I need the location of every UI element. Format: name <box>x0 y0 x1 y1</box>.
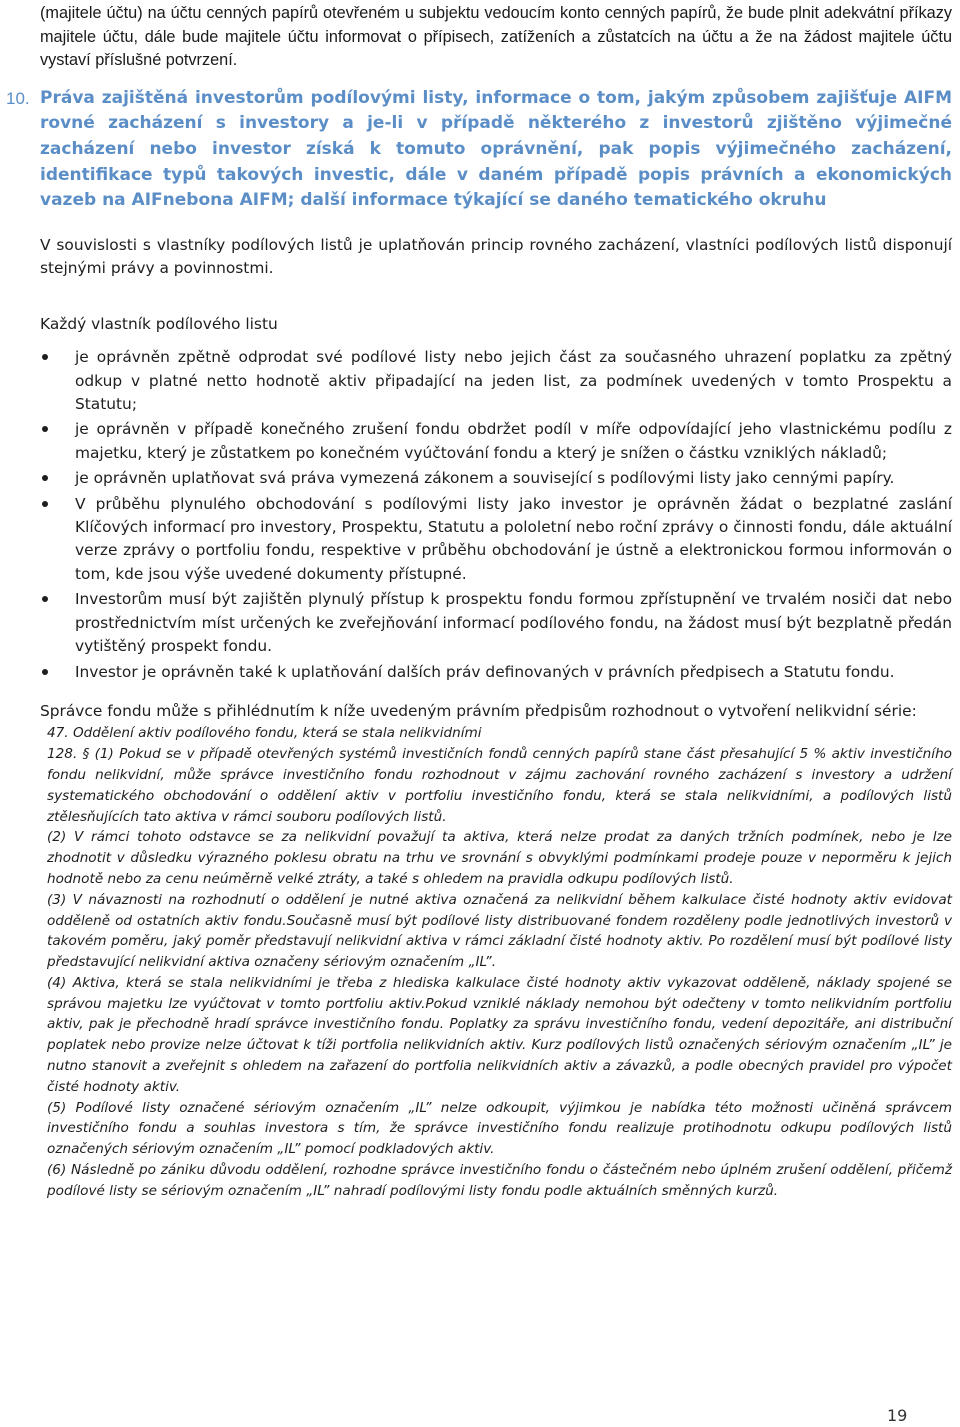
spacer <box>40 214 952 234</box>
spacer <box>40 281 952 313</box>
list-item: je oprávněn v případě konečného zrušení fondu obdržet podíl v míře odpovídající jeho vlastnickému podílu z majetku, který je zůstatkem po konečném vyúčtování fondu a který je snížen o částku vzniklých nákladů; <box>40 418 952 465</box>
law-title: 47. Oddělení aktiv podílového fondu, která se stala nelikvidními <box>47 725 482 742</box>
list-item: je oprávněn zpětně odprodat své podílové listy nebo jejich část za současného uhrazení poplatku za zpětný odkup v platné netto hodnotě aktiv připadající na jeden list, za podmínek uvedených v tomto Prospektu a Statutu; <box>40 346 952 416</box>
law-excerpt <box>40 723 952 1201</box>
list-item: Investorům musí být zajištěn plynulý přístup k prospektu fondu formou zpřístupnění ve trvalém nosiči dat nebo prostřednictvím míst určených ke zveřejňování informací podílového fondu, na žádost musí být bezplatně předán vytištěný prospekt fondu. <box>40 588 952 658</box>
section-heading <box>6 86 952 215</box>
law-paragraph: (4) Aktiva, která se stala nelikvidními je třeba z hlediska kalkulace čisté hodnoty aktiv vykazovat odděleně, náklady spojené se správou majetku lze vyúčtovat v tomto portfoliu aktiv.Pokud vzniklé náklady nemohou být odečteny v tomto nelikvidním portfoliu aktiv, pak je přechodně hradí správce investičního fondu. Poplatky za správu investičního fondu, vedení depozitáře, ani distribuční poplatek nebo provize nelze účtovat k tíži portfolia nelikvidních aktiv. Kurz podílových listů označených sériovým označením „IL” je nutno stanovit a zveřejnit s ohledem na zařazení do portfolia nelikvidních aktiv a závazků, a podle obecných pravidel pro výpočet čisté hodnoty aktiv. <box>47 974 952 1095</box>
section-heading-text: Práva zajištěná investorům podílovými listy, informace o tom, jakým způsobem zajišťuje AIFM rovné zacházení s investory a je-li v případě některého z investorů zjištěno výjimečné zacházení nebo investor získá k tomuto oprávnění, pak popis výjimečného zacházení, identifikace typů takových investic, dále v daném případě popis právních a ekonomických vazeb na AIFnebona AIFM; další informace týkající se daného tematického okruhu <box>40 87 952 211</box>
document-page <box>6 0 952 1202</box>
bullet-icon <box>42 669 48 675</box>
law-paragraph: (6) Následně po zániku důvodu oddělení, rozhodne správce investičního fondu o částečném nebo úplném zrušení oddělení, přičemž podílové listy se sériovým označením „IL” nahradí podílovými listy fondu podle aktuálních směnných kurzů. <box>47 1162 952 1199</box>
list-item: V průběhu plynulého obchodování s podílovými listy jako investor je oprávněn žádat o bezplatné zaslání Klíčových informací pro investory, Prospektu, Statutu a pololetní nebo roční zprávy o činnosti fondu, dále aktuální verze zprávy o portfoliu fondu, respektive v průběhu obchodování je ústně a elektronickou formou informován o tom, kde jsou výše uvedené dokumenty přístupné. <box>40 493 952 587</box>
bullet-icon <box>42 501 48 507</box>
law-paragraph: (3) V návaznosti na rozhodnutí o oddělení je nutné aktiva označená za nelikvidní během kalkulace čisté hodnoty aktiv evidovat odděleně od ostatních aktiv fondu.Současně musí být podílové listy distribuované fondem rozděleny podle jednotlivých investorů v takovém poměru, jaký poměr představují nelikvidní aktiva v rámci základní čisté hodnoty aktiv. Po rozdělení musí být podílové listy představující nelikvidní aktiva označeny sériovým označením „IL”. <box>47 891 952 971</box>
bullet-icon <box>42 596 48 602</box>
section-number: 10. <box>6 88 30 108</box>
bullet-icon <box>42 354 48 360</box>
spacer <box>40 686 952 700</box>
spacer <box>40 336 952 346</box>
intro-paragraph: (majitele účtu) na účtu cenných papírů otevřeném u subjektu vedoucím konto cenných papírů, že bude plnit adekvátní příkazy majitele účtu, dále bude majitele účtu informovat o přípisech, zatíženích a zůstatcích na účtu a že na žádost majitele účtu vystaví příslušné potvrzení. <box>40 4 952 69</box>
law-paragraph: (2) V rámci tohoto odstavce se za nelikvidní považují ta aktiva, která nelze prodat za daných tržních podmínek, nebo je lze zhodnotit v důsledku výrazného poklesu obratu na trhu ve srovnání s obvyklými podmínkami prodeje pouze v neporměru k jejich hodnotě nebo za cenu neúměrně velké ztráty, a také s ohledem na pravidla odkupu podílových listů. <box>47 829 952 887</box>
law-paragraph: (5) Podílové listy označené sériovým označením „IL” nelze odkoupit, výjimkou je nabídka této možnosti učiněná správcem investičního fondu a souhlas investora s tím, že správce investičního fondu realizuje protihodnotu odkupu podílových listů označených sériovým označením „IL” pomocí podkladových aktiv. <box>47 1099 952 1158</box>
rights-list <box>40 346 952 684</box>
list-item: Investor je oprávněn také k uplatňování dalších práv definovaných v právních předpisech a Statutu fondu. <box>40 661 952 684</box>
page-number: 19 <box>887 1406 908 1425</box>
bullet-icon <box>42 426 48 432</box>
list-item: je oprávněn uplatňovat svá práva vymezená zákonem a související s podílovými listy jako cennými papíry. <box>40 467 952 490</box>
illiquid-series-paragraph: Správce fondu může s přihlédnutím k níže uvedeným právním předpisům rozhodnout o vytvoření nelikvidní série: <box>40 701 917 720</box>
bullet-icon <box>42 475 48 481</box>
law-paragraph: 128. § (1) Pokud se v případě otevřených systémů investičních fondů cenných papírů stane část přesahující 5 % aktiv investičního fondu nelikvidní, může správce investičního fondu rozhodnout v zájmu zachování rovného zacházení s investory a udržení systematického obchodování o oddělení aktiv v portfoliu investičního fondu, která se stala nelikvidními, a podílových listů ztělesňujících tato aktiva v rámci souboru podílových listů. <box>47 746 952 825</box>
equal-treatment-paragraph: V souvislosti s vlastníky podílových listů je uplatňován princip rovného zacházení, vlastníci podílových listů disponují stejnými právy a povinnostmi. <box>40 236 952 278</box>
owner-rights-lead: Každý vlastník podílového listu <box>40 314 278 333</box>
